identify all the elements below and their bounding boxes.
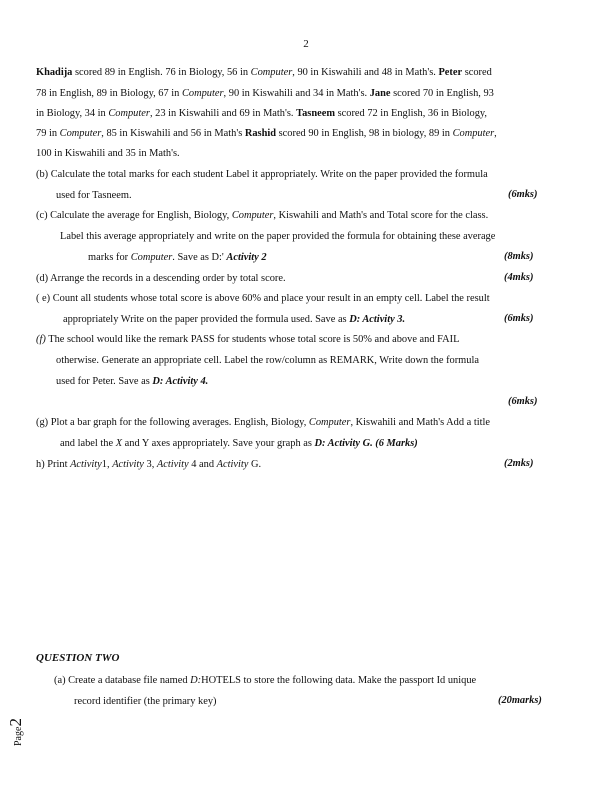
item-g-line-2 <box>60 437 418 451</box>
text-run: in Biology, 34 in <box>36 108 109 119</box>
item-f-line-2 <box>56 354 479 368</box>
item-h-line-1 <box>36 458 261 472</box>
text-run: . Save as D:' <box>172 252 227 263</box>
text-run: scored 90 in English, 98 in biology, 89 in <box>276 128 453 139</box>
text-run: , <box>494 128 497 139</box>
text-run: , Kiswahili and Math's Add a title <box>350 417 491 428</box>
question-two-title: QUESTION TWO <box>36 652 120 664</box>
text-run: , 23 in Kiswahili and 69 in Math's. <box>149 108 297 119</box>
text-run: (b) Calculate the total marks for each student Label it appropriately. Write on the paper provided the formula <box>36 169 488 180</box>
side-page-marker <box>6 700 46 750</box>
text-run: Computer <box>59 128 102 139</box>
item-b-line-1 <box>36 168 488 182</box>
text-run: scored 72 in English, 36 in Biology, <box>335 108 488 119</box>
text-run: and Y axes appropriately. Save your graph as <box>122 438 315 449</box>
page-number: 2 <box>303 38 309 50</box>
text-run: 3, <box>143 459 157 470</box>
text-run: Computer <box>181 88 224 99</box>
q2-item-a-line-2 <box>74 695 217 709</box>
text-run: Activity <box>216 459 249 470</box>
text-run: 78 in English, 89 in Biology, 67 in <box>36 88 182 99</box>
text-run: G. <box>248 459 262 470</box>
text-run: (g) Plot a bar graph for the following averages. English, Biology, <box>36 417 309 428</box>
text-run: Activity 2 <box>226 252 267 263</box>
text-run: (a) Create a database file named <box>54 675 191 686</box>
text-run: The school would like the remark PASS for students whose total score is 50% and above and FAIL <box>45 334 460 345</box>
text-run: D: Activity 3. <box>349 314 406 325</box>
item-f-line-3 <box>56 375 208 389</box>
text-run: , 85 in Kiswahili and 56 in Math's <box>101 128 245 139</box>
item-b-marks: (6mks) <box>508 189 538 200</box>
text-run: Peter <box>438 67 463 78</box>
text-run: scored 89 in English. 76 in Biology, 56 in <box>72 67 251 78</box>
item-d-line-1 <box>36 272 286 286</box>
item-c-line-3 <box>88 251 267 265</box>
text-run: Khadija <box>36 67 73 78</box>
text-run: Tasneem <box>296 108 335 119</box>
text-run: Label this average appropriately and write on the paper provided the formula for obtaining these average <box>60 231 496 242</box>
q2-item-a-line-1 <box>54 674 476 688</box>
text-run: Computer <box>108 108 150 119</box>
text-run: scored <box>462 67 492 78</box>
intro-line-4 <box>36 127 497 141</box>
text-run: used for Peter. Save as <box>56 376 153 387</box>
text-run: 79 in <box>36 128 60 139</box>
text-run: Activity <box>70 459 102 470</box>
text-run: ( e) Count all students whose total score is above 60% and place your result in an empty cell. Label the result <box>36 293 490 304</box>
text-run: Computer <box>231 210 274 221</box>
side-page-label: Page <box>13 726 24 746</box>
item-e-line-2 <box>63 313 405 327</box>
item-d-marks: (4mks) <box>504 272 534 283</box>
text-run: Computer <box>250 67 293 78</box>
side-page-text <box>6 718 26 746</box>
text-run: D: Activity G. (6 Marks) <box>314 438 418 449</box>
text-run: 100 in Kiswahili and 35 in Math's. <box>36 148 180 159</box>
item-b-line-2 <box>56 189 132 203</box>
text-run: Computer <box>308 417 351 428</box>
text-run: Jane <box>369 88 391 99</box>
text-run: X <box>115 438 123 449</box>
item-h-marks: (2mks) <box>504 458 534 469</box>
item-c-marks: (8mks) <box>504 251 534 262</box>
side-page-number: 2 <box>6 718 25 727</box>
text-run: used for Tasneem. <box>56 190 132 201</box>
text-run: , 90 in Kiswahili and 34 in Math's. <box>223 88 370 99</box>
text-run: Computer <box>130 252 173 263</box>
item-c-line-1 <box>36 209 488 223</box>
text-run: scored 70 in English, 93 <box>390 88 494 99</box>
text-run: Rashid <box>244 128 277 139</box>
text-run: Activity <box>156 459 189 470</box>
text-run: 4 and <box>188 459 217 470</box>
item-c-line-2 <box>60 230 495 244</box>
text-run: and label the <box>60 438 116 449</box>
item-g-line-1 <box>36 416 490 430</box>
intro-line-1 <box>36 66 492 80</box>
text-run: D: Activity 4. <box>152 376 209 387</box>
text-run: record identifier (the primary key) <box>74 696 217 707</box>
text-run: D: <box>190 675 202 686</box>
text-run: marks for <box>88 252 131 263</box>
item-e-line-1 <box>36 292 490 306</box>
item-e-marks: (6mks) <box>504 313 534 324</box>
text-run: (f) <box>36 334 46 345</box>
text-run: otherwise. Generate an appropriate cell. Label the row/column as REMARK, Write down the formula <box>56 355 479 366</box>
text-run: , 90 in Kiswahili and 48 in Math's. <box>292 67 439 78</box>
text-run: (c) Calculate the average for English, Biology, <box>36 210 232 221</box>
item-f-marks: (6mks) <box>508 396 538 407</box>
text-run: HOTELS to store the following data. Make the passport Id unique <box>201 675 477 686</box>
text-run: Computer <box>452 128 495 139</box>
intro-line-3 <box>36 107 487 121</box>
text-run: appropriately Write on the paper provided the formula used. Save as <box>63 314 350 325</box>
intro-line-2 <box>36 87 494 101</box>
text-run: Activity <box>112 459 144 470</box>
item-f-line-1 <box>36 333 459 347</box>
text-run: 1, <box>101 459 113 470</box>
text-run: h) Print <box>36 459 71 470</box>
text-run: (d) Arrange the records in a descending order by total score. <box>36 273 286 284</box>
intro-line-5 <box>36 147 180 161</box>
q2-item-a-marks: (20marks) <box>498 695 542 706</box>
text-run: , Kiswahili and Math's and Total score for the class. <box>273 210 489 221</box>
